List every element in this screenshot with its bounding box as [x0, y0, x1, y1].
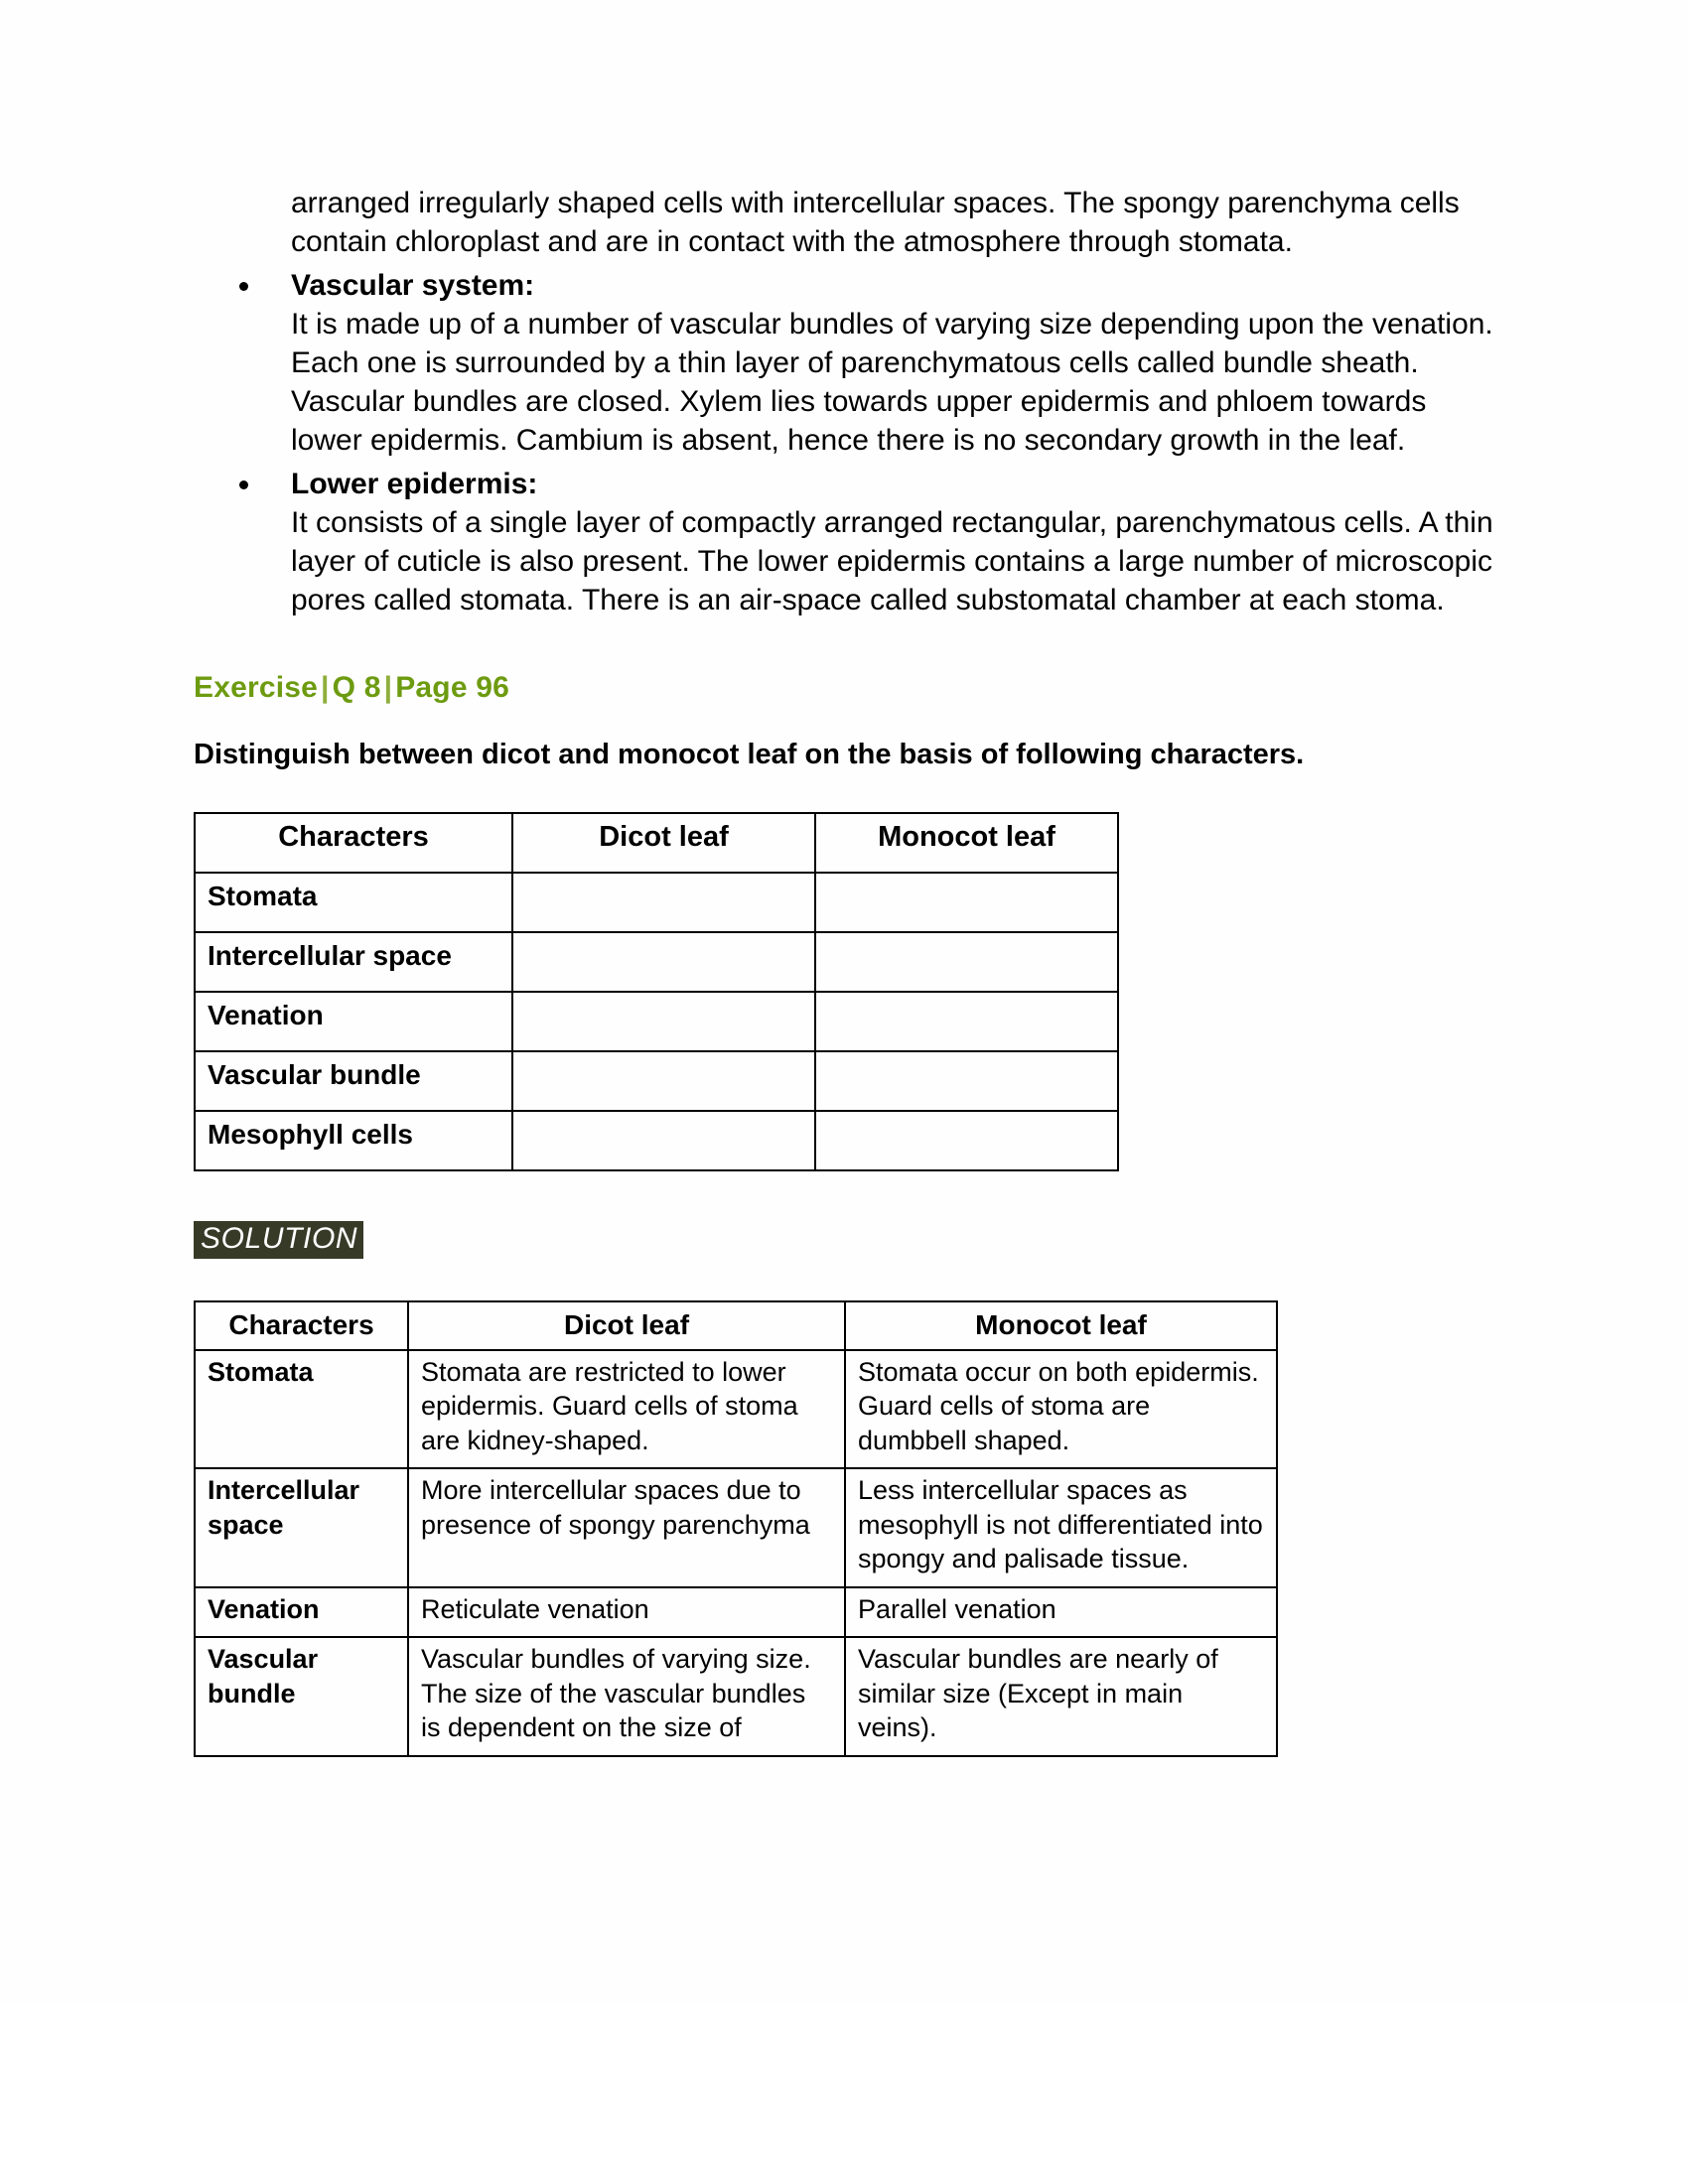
table-row	[195, 1051, 1118, 1111]
monocot-cell	[815, 992, 1118, 1051]
table-row	[195, 1587, 1277, 1638]
monocot-cell	[815, 1051, 1118, 1111]
monocot-cell	[815, 873, 1118, 932]
column-header-characters: Characters	[195, 1301, 408, 1350]
dicot-cell	[512, 1051, 815, 1111]
exercise-heading	[194, 671, 1494, 705]
monocot-cell	[815, 1111, 1118, 1170]
bullet-item-lower-epidermis	[194, 465, 1494, 619]
row-header-cell: Vascular bundle	[195, 1051, 512, 1111]
table-row	[195, 992, 1118, 1051]
solution-section	[194, 1221, 1494, 1259]
blank-comparison-table	[194, 812, 1119, 1171]
lead-paragraph: arranged irregularly shaped cells with intercellular spaces. The spongy parenchyma cells contain chloroplast and are in contact with the atmosphere through stomata.	[291, 187, 1460, 258]
row-header-cell: Stomata	[195, 1350, 408, 1469]
dicot-cell: Reticulate venation	[408, 1587, 845, 1638]
monocot-cell: Less intercellular spaces as mesophyll is not differentiated into spongy and palisade tissue.	[845, 1468, 1277, 1587]
column-header-monocot-leaf: Monocot leaf	[845, 1301, 1277, 1350]
row-header-cell: Mesophyll cells	[195, 1111, 512, 1170]
table-row	[195, 1350, 1277, 1469]
page-bottom-margin	[0, 2003, 1688, 2184]
solution-badge: SOLUTION	[194, 1221, 363, 1259]
exercise-question-number: Q 8	[332, 671, 381, 704]
dicot-cell	[512, 1111, 815, 1170]
table-row	[195, 932, 1118, 992]
row-header-cell: Stomata	[195, 873, 512, 932]
dicot-cell: Vascular bundles of varying size. The size of the vascular bundles is dependent on the size of	[408, 1637, 845, 1756]
row-header-cell: Venation	[195, 1587, 408, 1638]
table-row	[195, 1468, 1277, 1587]
exercise-page: Page 96	[395, 671, 510, 704]
monocot-cell: Parallel venation	[845, 1587, 1277, 1638]
table-row	[195, 873, 1118, 932]
monocot-cell	[815, 932, 1118, 992]
page-content	[194, 184, 1494, 1757]
row-header-cell: Intercellular space	[195, 932, 512, 992]
bullet-dot-icon	[239, 480, 248, 489]
column-header-monocot-leaf: Monocot leaf	[815, 813, 1118, 873]
column-header-dicot-leaf: Dicot leaf	[512, 813, 815, 873]
monocot-cell: Stomata occur on both epidermis. Guard cells of stoma are dumbbell shaped.	[845, 1350, 1277, 1469]
dicot-cell: More intercellular spaces due to presence of spongy parenchyma	[408, 1468, 845, 1587]
dicot-cell	[512, 932, 815, 992]
row-header-cell: Venation	[195, 992, 512, 1051]
exercise-separator: |	[321, 671, 330, 704]
table-row	[195, 1637, 1277, 1756]
monocot-cell: Vascular bundles are nearly of similar size (Except in main veins).	[845, 1637, 1277, 1756]
bullet-body: It is made up of a number of vascular bundles of varying size depending upon the venation. Each one is surrounded by a thin layer of parenchymatous cells called bundle sheath. Vascular bundles are closed. Xylem lies towards upper epidermis and phloem towards lower epidermis. Cambium is absent, hence there is no secondary growth in the leaf.	[291, 308, 1493, 457]
table-header-row	[195, 1301, 1277, 1350]
exercise-label: Exercise	[194, 671, 319, 704]
answer-comparison-table	[194, 1300, 1278, 1757]
column-header-characters: Characters	[195, 813, 512, 873]
exercise-separator: |	[383, 671, 393, 704]
dicot-cell	[512, 992, 815, 1051]
dicot-cell: Stomata are restricted to lower epidermis. Guard cells of stoma are kidney-shaped.	[408, 1350, 845, 1469]
row-header-cell: Vascular bundle	[195, 1637, 408, 1756]
bullet-body: It consists of a single layer of compactly arranged rectangular, parenchymatous cells. A thin layer of cuticle is also present. The lower epidermis contains a large number of microscopic pores called stomata. There is an air-space called substomatal chamber at each stoma.	[291, 506, 1493, 616]
row-header-cell: Intercellular space	[195, 1468, 408, 1587]
dicot-cell	[512, 873, 815, 932]
bullet-dot-icon	[239, 282, 248, 291]
bullet-item-vascular-system	[194, 266, 1494, 460]
bullet-title: Lower epidermis:	[291, 468, 538, 500]
table-header-row	[195, 813, 1118, 873]
question-text: Distinguish between dicot and monocot leaf on the basis of following characters.	[194, 739, 1305, 770]
column-header-dicot-leaf: Dicot leaf	[408, 1301, 845, 1350]
bullet-title: Vascular system:	[291, 269, 535, 302]
table-row	[195, 1111, 1118, 1170]
